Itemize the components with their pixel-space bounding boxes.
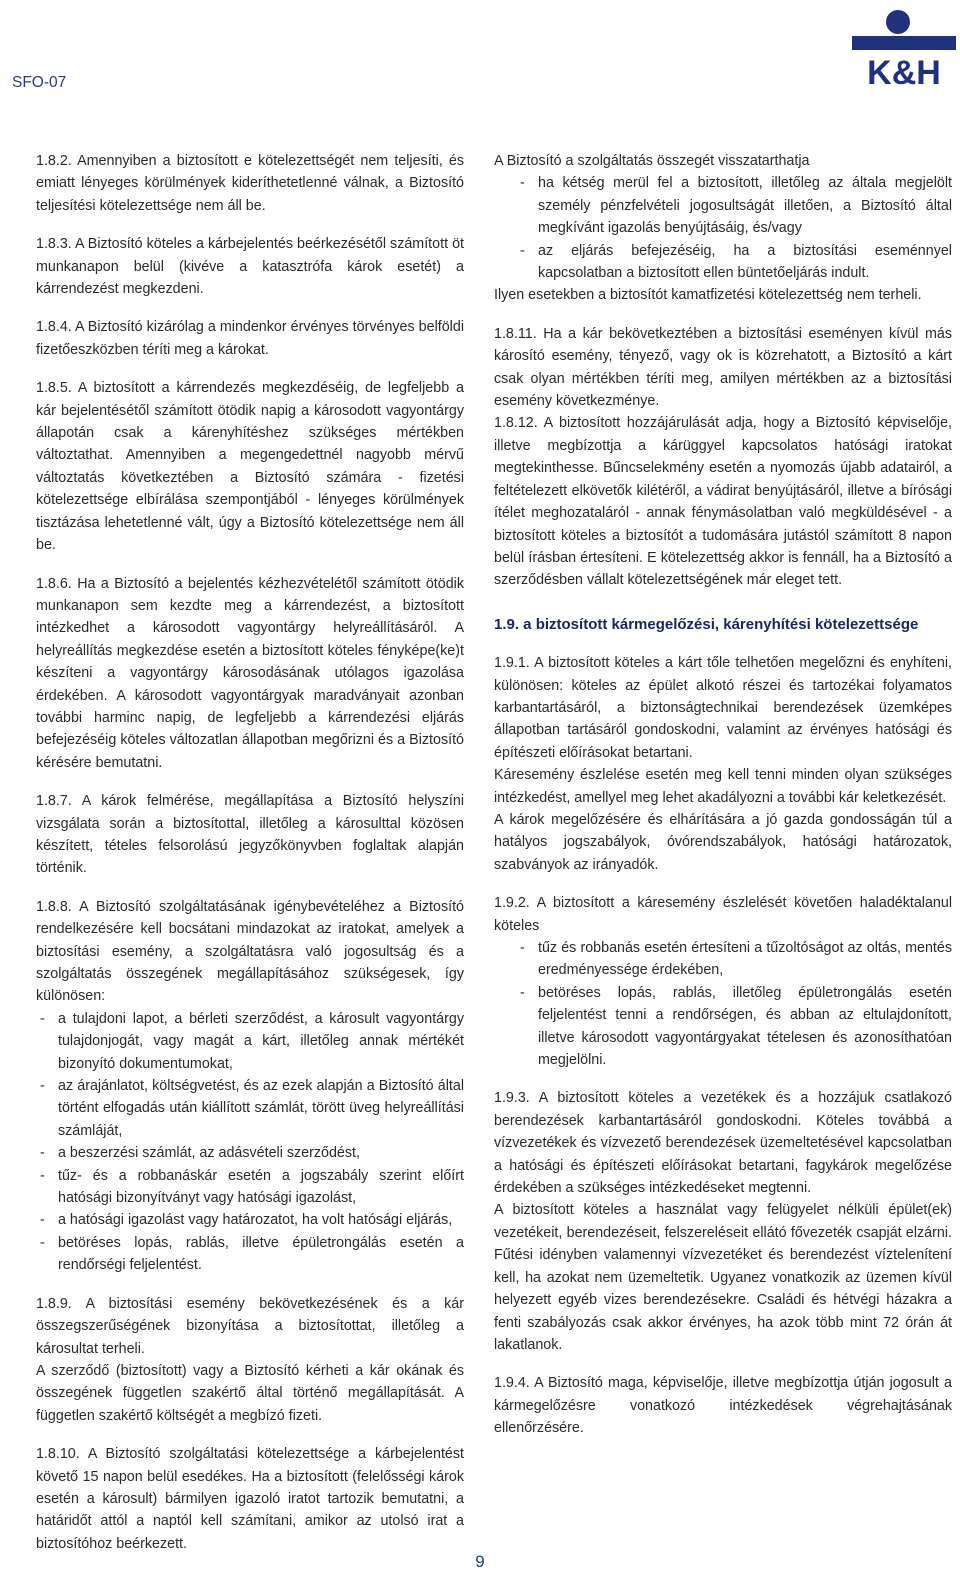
list-item: - tűz és robbanás esetén értesíteni a tűzoltóságot az oltás, mentés eredményessége érdekében, (494, 937, 952, 982)
paragraph-1-8-4: 1.8.4. A Biztosító kizárólag a mindenkor érvényes törvényes belföldi fizetőeszközben téríti meg a károkat. (36, 319, 464, 358)
document-code: SFO-07 (12, 74, 67, 91)
left-column (36, 150, 464, 1555)
logo-text: K&H (867, 54, 941, 88)
list-item: - az árajánlatot, költségvetést, és az ezek alapján a Biztosító által történt elfogadás után kiállított számlát, törött üveg helyreállítási számláját, (40, 1075, 464, 1142)
paragraph-1-8-7: 1.8.7. A károk felmérése, megállapítása a Biztosító helyszíni vizsgálata során a biztosítottal, illetőleg a károsulttal közösen készített, tételes felsorolású jegyzőkönyvben foglaltak alapján történik. (36, 793, 464, 877)
paragraph-damage-detect: Káresemény észlelése esetén meg kell tenni minden olyan szükséges intézkedést, amellyel meg lehet akadályozni a további kár keletkezését. (494, 767, 952, 806)
paragraph-1-8-8: 1.8.8. A Biztosító szolgáltatásának igénybevételéhez a Biztosító rendelkezésére kell bocsátani mindazokat az iratokat, amelyek a biztosítási esemény, a szolgáltatásra való jogosultság és a szolgáltatás összegének megállapításához szükségesek, így különösen: (36, 898, 464, 1005)
paragraph-1-8-2: 1.8.2. Amennyiben a biztosított e kötelezettségét nem teljesíti, és emiatt lényeges körülmények kideríthetetlenné válnak, a Biztosító teljesítési kötelezettsége nem áll be. (36, 153, 464, 214)
list-item: - a beszerzési számlát, az adásvételi szerződést, (40, 1142, 464, 1164)
paragraph-1-8-6: 1.8.6. Ha a Biztosító a bejelentés kézhezvételétől számított ötödik munkanapon sem kezdte meg a kárrendezést, a biztosított intézkedhet a károsodott vagyontárgy helyreállításáról. A helyreállítás megkezdése esetén a biztosított köteles fényképe(ke)t készíteni a vagyontárgy károsodásának utólagos igazolása érdekében. A károsodott vagyontárgyak maradványait azonban további harminc napig, de legfeljebb a kárrendezési eljárás befejezéséig köteles változatlan állapotban megőrizni és a Biztosító kérésére bemutatni. (36, 575, 464, 771)
paragraph-1-8-5: 1.8.5. A biztosított a kárrendezés megkezdéséig, de legfeljebb a kár bejelentésétől számított ötödik napig a károsodott vagyontárgy állapotán csak a kárenyhítéshez szükséges mértékben változtathat. Amennyiben a megengedettnél nagyobb mérvű változtatás következtében a Biztosító számára - fizetési kötelezettsége elbírálása szempontjából - lényeges körülmények tisztázása lehetetlenné vált, úgy a Biztosító kötelezettsége nem áll be. (36, 380, 464, 554)
paragraph-1-8-12: 1.8.12. A biztosított hozzájárulását adja, hogy a Biztosító képviselője, illetve megbízottja a kárüggyel kapcsolatos hatósági iratokat megtekinthesse. Bűncselekmény esetén a nyomozás újabb adatairól, a feltételezett elkövetők kilétéről, a vádirat benyújtásáról, illetve a bírósági ítélet meghozataláról - annak fénymásolatban való megküldésével - a biztosított köteles a biztosítót a tudomására jutástól számított 8 napon belül írásban értesíteni. E kötelezettség akkor is fennáll, ha a Biztosító a szerződésben vállalt kötelezettségének már eleget tett. (494, 415, 952, 589)
list-item: - ha kétség merül fel a biztosított, illetőleg az általa megjelölt személy pénzfelvételi jogosultságát illetően, a Biztosító által megkívánt igazolás benyújtásáig, és/vagy (494, 172, 952, 239)
paragraph-1-8-9: 1.8.9. A biztosítási esemény bekövetkezésének és a kár összegszerűségének bizonyítása a biztosítottat, illetőleg a károsultat terheli. (36, 1295, 464, 1357)
paragraph-1-9-2: 1.9.2. A biztosított a káresemény észlelését követően haladéktalanul köteles (494, 895, 952, 934)
list-item: - tűz- és a robbanáskár esetén a jogszabály szerint előírt hatósági bizonyítványt vagy hatósági igazolást, (40, 1165, 464, 1210)
paragraph-1-9-4: 1.9.4. A Biztosító maga, képviselője, illetve megbízottja útján jogosult a kármegelőzésre vonatkozó intézkedések végrehajtásának ellenőrzésére. (494, 1375, 952, 1437)
paragraph-withhold-end: Ilyen esetekben a biztosítót kamatfizetési kötelezettség nem terheli. (494, 287, 922, 304)
kh-logo (852, 4, 956, 88)
paragraph-1-8-10: 1.8.10. A Biztosító szolgáltatási kötelezettsége a kárbejelentést követő 15 napon belül esedékes. Ha a biztosított (felelősségi károk esetén a károsult) bármilyen igazoló iratot tartozik bemutatni, a határidőt attól a naptól kell számítani, amikor az utolsó irat a biztosítóhoz beérkezett. (36, 1446, 464, 1552)
paragraph-1-9-3: 1.9.3. A biztosított köteles a vezetékek és a hozzájuk csatlakozó berendezések karbantartásáról gondoskodni. Köteles továbbá a vízvezetékek és vízvezető berendezések üzemeltetésével kapcsolatban a hatósági és építészeti előírásokat betartani, fagykárok megelőzése érdekében a szükséges intézkedéseket megtenni. (494, 1090, 952, 1197)
paragraph-unused-building: A biztosított köteles a használat vagy felügyelet nélküli épület(ek) vezetékeit, berendezéseit, felszereléseit ellátó fővezeték csapját elzárni. Fűtési idényben valamennyi vízvezetéket és berendezést víztelenítení kell, ha azokat nem üzemeltetik. Ugyanez vonatkozik az üzemen kívül helyezett egyéb vizes berendezésekre. Családi és hétvégi házakra a fenti szabályozás csak akkor érvényes, ha azok több mint 72 órán át lakatlanok. (494, 1202, 952, 1353)
list-item: - betöréses lopás, rablás, illetőleg épületrongálás esetén feljelentést tenni a rendőrségen, és abban az eltulajdonított, illetve károsodott vagyontárgyakat tételesen és azonosíthatóan megjelölni. (494, 982, 952, 1072)
paragraph-1-8-3: 1.8.3. A Biztosító köteles a kárbejelentés beérkezésétől számított öt munkanapon belül (kivéve a katasztrófa károk esetét) a kárrendezést megkezdeni. (36, 236, 464, 298)
right-column (494, 150, 952, 1440)
list-item: - a tulajdoni lapot, a bérleti szerződést, a károsult vagyontárgy tulajdonjogát, vagy magát a kárt, illetőleg annak mértékét bizonyító dokumentumokat, (40, 1008, 464, 1075)
kh-logo-icon (852, 4, 956, 88)
paragraph-withhold-intro: A Biztosító a szolgáltatás összegét visszatarthatja (494, 153, 810, 169)
list-item: - a hatósági igazolást vagy határozatot, ha volt hatósági eljárás, (40, 1209, 464, 1231)
list-item: - betöréses lopás, rablás, illetve épületrongálás esetén a rendőrségi feljelentést. (40, 1232, 464, 1277)
paragraph-1-9-1: 1.9.1. A biztosított köteles a kárt tőle telhetően megelőzni és enyhíteni, különösen: köteles az épület alkotó részei és tartozékai folyamatos karbantartásáról, a biztonságtechnikai berendezések üzemképes állapotban tartásáról gondoskodni, valamint az érvényes hatósági és építészeti előírásokat betartani. (494, 655, 952, 761)
paragraph-expert: A szerződő (biztosított) vagy a Biztosító kérheti a kár okának és összegének független szakértő által történő megállapítását. A független szakértő költségét a megbízó fizeti. (36, 1362, 464, 1424)
list-item: - az eljárás befejezéséig, ha a biztosítási eseménnyel kapcsolatban a biztosított ellen büntetőeljárás indult. (494, 240, 952, 285)
page-number: 9 (475, 1552, 485, 1571)
section-heading-1-9: 1.9. a biztosított kármegelőzési, kárenyhítési kötelezettsége (494, 615, 919, 633)
paragraph-1-8-11: 1.8.11. Ha a kár bekövetkeztében a biztosítási eseményen kívül más károsító esemény, tényező, vagy ok is közrehatott, a Biztosító a kárt csak olyan mértékben téríti meg, amilyen mértékben az a biztosítási esemény következménye. (494, 325, 952, 410)
paragraph-prevention: A károk megelőzésére és elhárítására a jó gazda gondosságán túl a hatályos jogszabályok, óvórendszabályok, hatósági határozatok, szabványok az irányadók. (494, 811, 952, 873)
